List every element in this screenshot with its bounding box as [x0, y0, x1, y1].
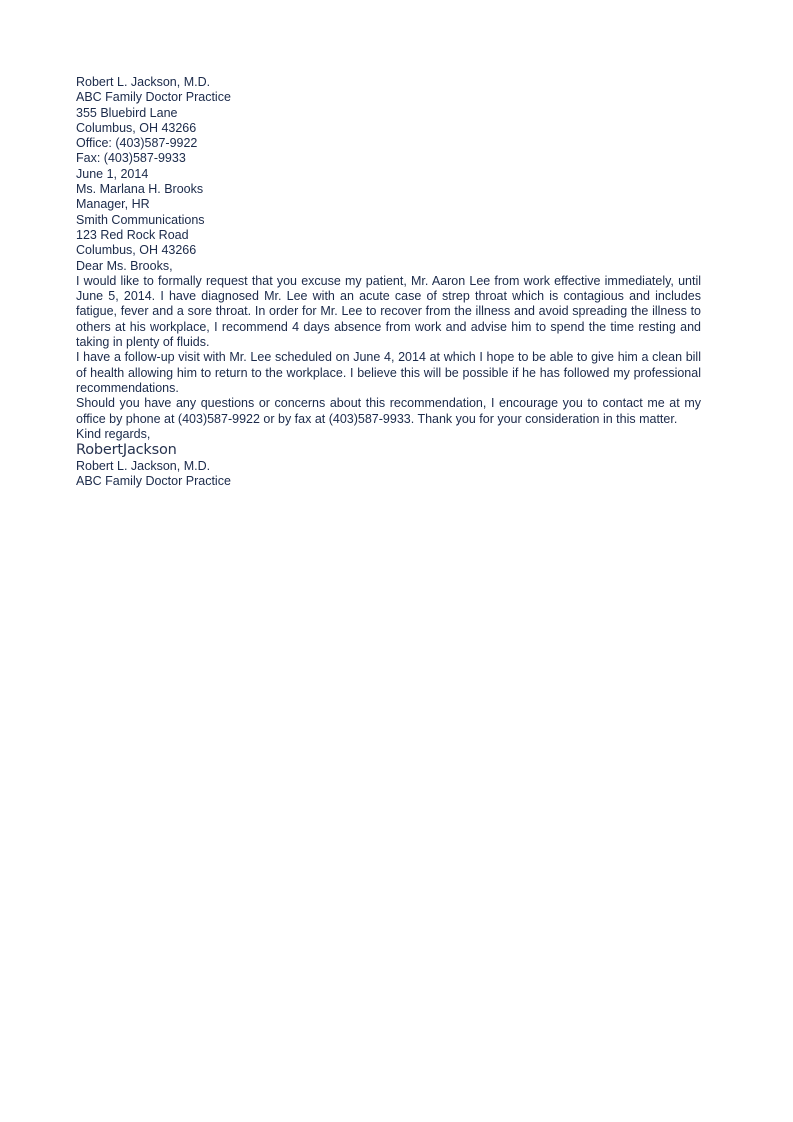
signoff-practice: ABC Family Doctor Practice [76, 474, 231, 489]
sender-office-phone: Office: (403)587-9922 [76, 136, 198, 151]
sender-block [76, 75, 701, 167]
recipient-title: Manager, HR [76, 197, 150, 212]
recipient-name: Ms. Marlana H. Brooks [76, 182, 204, 197]
sender-street: 355 Bluebird Lane [76, 105, 178, 120]
sender-city: Columbus, OH 43266 [76, 120, 197, 135]
body-paragraph-1: I would like to formally request that you excuse my patient, Mr. Aaron Lee from work effective immediately, until June 5, 2014. I have diagnosed Mr. Lee with an acute case of strep throat which is contagious and includes fatigue, fever and a sore throat. In order for Mr. Lee to recover from the illness and avoid spreading the illness to others at his workplace, I recommend 4 days absence from work and advise him to spend the time resting and taking in plenty of fluids. [76, 273, 701, 350]
recipient-street: 123 Red Rock Road [76, 227, 189, 242]
letter-page [76, 75, 701, 490]
sender-fax: Fax: (403)587-9933 [76, 151, 186, 166]
recipient-city: Columbus, OH 43266 [76, 243, 197, 258]
recipient-block [76, 182, 701, 258]
signature: RobertJackson [76, 442, 177, 459]
letter-date: June 1, 2014 [76, 166, 149, 181]
body-paragraph-3: Should you have any questions or concerns about this recommendation, I encourage you to contact me at my office by phone at (403)587-9922 or by fax at (403)587-9933. Thank you for your consideration in this matter. [76, 396, 701, 426]
sender-name: Robert L. Jackson, M.D. [76, 75, 211, 89]
signoff-name: Robert L. Jackson, M.D. [76, 459, 211, 474]
salutation: Dear Ms. Brooks, [76, 258, 173, 273]
recipient-company: Smith Communications [76, 212, 205, 227]
sender-practice: ABC Family Doctor Practice [76, 90, 231, 105]
signoff-block [76, 459, 701, 490]
letter-body [76, 274, 701, 427]
body-paragraph-2: I have a follow-up visit with Mr. Lee scheduled on June 4, 2014 at which I hope to be able to give him a clean bill of health allowing him to return to the workplace. I believe this will be possible if he has followed my professional recommendations. [76, 350, 701, 395]
closing: Kind regards, [76, 426, 151, 441]
